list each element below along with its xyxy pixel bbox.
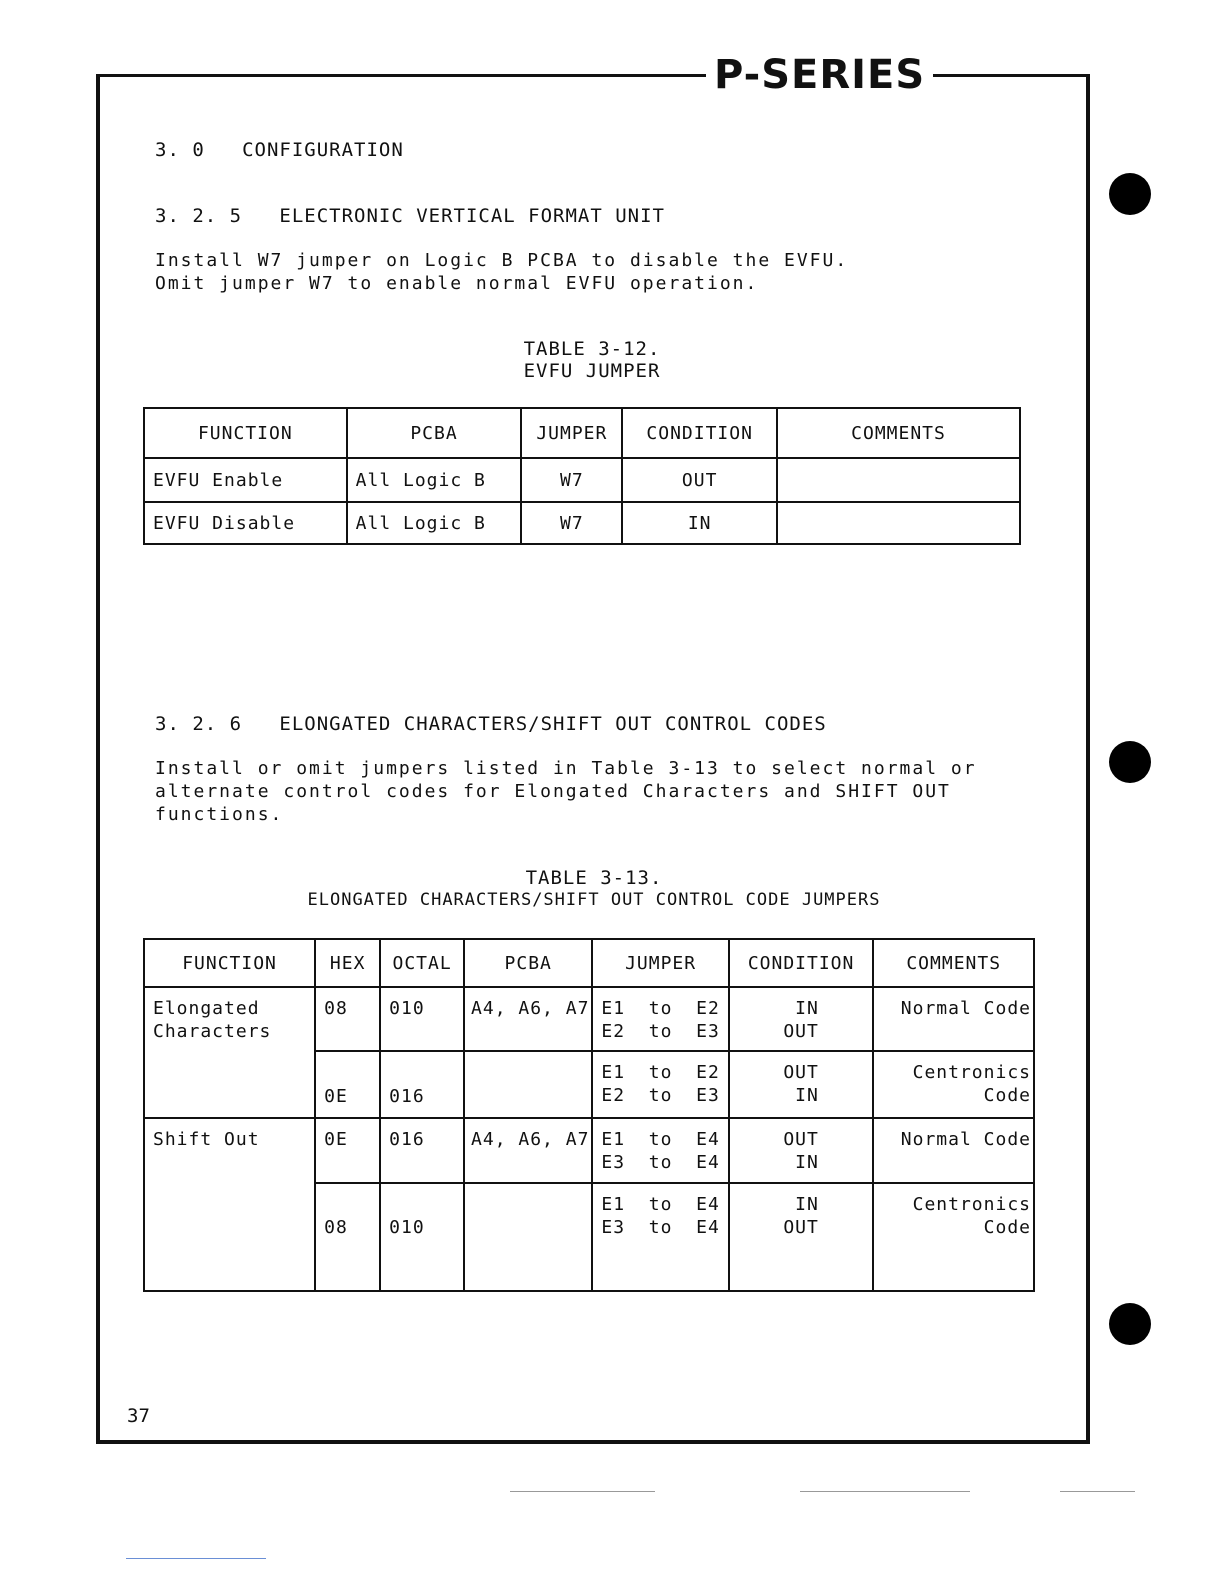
section-3-2-6-line-2: alternate control codes for Elongated Characters and SHIFT OUT bbox=[155, 781, 951, 802]
cell-comments: Normal Code bbox=[873, 987, 1034, 1051]
cell-jumper: E1 to E2 E2 to E3 bbox=[592, 1051, 728, 1118]
binder-hole-bottom bbox=[1109, 1303, 1151, 1345]
cell-pcba bbox=[464, 1183, 592, 1291]
table-row bbox=[144, 458, 1020, 502]
cell-function: Shift Out bbox=[144, 1118, 315, 1291]
section-3-2-5-heading: 3. 2. 5 ELECTRONIC VERTICAL FORMAT UNIT bbox=[155, 205, 665, 227]
cell-condition: IN OUT bbox=[729, 987, 874, 1051]
header-comments: COMMENTS bbox=[873, 939, 1034, 987]
section-3-2-6-heading: 3. 2. 6 ELONGATED CHARACTERS/SHIFT OUT CONTROL CODES bbox=[155, 713, 827, 735]
cell-pcba: All Logic B bbox=[347, 458, 522, 502]
cell-octal: 010 bbox=[380, 987, 464, 1051]
page-number: 37 bbox=[127, 1405, 150, 1427]
header-pcba: PCBA bbox=[347, 408, 522, 458]
cell-condition: IN OUT bbox=[729, 1183, 874, 1291]
table-row bbox=[144, 502, 1020, 544]
cell-comments: Centronics Code bbox=[873, 1183, 1034, 1291]
brand-title: P-SERIES bbox=[706, 52, 933, 98]
table-row bbox=[144, 987, 1034, 1051]
table-row bbox=[144, 1118, 1034, 1183]
table-3-12 bbox=[143, 407, 1021, 545]
header-condition: CONDITION bbox=[729, 939, 874, 987]
section-3-2-5-line-1: Install W7 jumper on Logic B PCBA to disable the EVFU. bbox=[155, 250, 849, 271]
cell-hex: 08 bbox=[315, 1183, 380, 1291]
binder-hole-middle bbox=[1109, 741, 1151, 783]
header-jumper: JUMPER bbox=[521, 408, 622, 458]
table-3-12-header-row bbox=[144, 408, 1020, 458]
table-3-13-header-row bbox=[144, 939, 1034, 987]
cell-pcba: A4, A6, A7 bbox=[464, 987, 592, 1051]
header-jumper: JUMPER bbox=[592, 939, 728, 987]
cell-jumper: E1 to E4 E3 to E4 bbox=[592, 1183, 728, 1291]
scan-artifact bbox=[510, 1491, 655, 1492]
section-title: 3. 0 CONFIGURATION bbox=[155, 139, 404, 161]
cell-hex: 0E bbox=[315, 1051, 380, 1118]
cell-comments bbox=[777, 502, 1020, 544]
binder-hole-top bbox=[1109, 173, 1151, 215]
section-3-2-6-line-3: functions. bbox=[155, 804, 284, 825]
table-3-13-title: ELONGATED CHARACTERS/SHIFT OUT CONTROL CODE JUMPERS bbox=[307, 890, 881, 910]
cell-function: EVFU Disable bbox=[144, 502, 347, 544]
table-3-13-caption: TABLE 3-13. bbox=[525, 867, 663, 889]
cell-comments: Normal Code bbox=[873, 1118, 1034, 1183]
cell-condition: IN bbox=[622, 502, 777, 544]
cell-condition: OUT IN bbox=[729, 1118, 874, 1183]
table-3-12-title: EVFU JUMPER bbox=[523, 360, 661, 382]
cell-jumper: E1 to E4 E3 to E4 bbox=[592, 1118, 728, 1183]
cell-condition: OUT bbox=[622, 458, 777, 502]
header-function: FUNCTION bbox=[144, 408, 347, 458]
section-3-2-6-line-1: Install or omit jumpers listed in Table 3-13 to select normal or bbox=[155, 758, 977, 779]
table-3-12-caption: TABLE 3-12. bbox=[523, 338, 661, 360]
header-hex: HEX bbox=[315, 939, 380, 987]
cell-jumper: W7 bbox=[521, 458, 622, 502]
header-pcba: PCBA bbox=[464, 939, 592, 987]
cell-pcba: A4, A6, A7 bbox=[464, 1118, 592, 1183]
cell-octal: 016 bbox=[380, 1118, 464, 1183]
table-3-13 bbox=[143, 938, 1035, 1292]
cell-function: Elongated Characters bbox=[144, 987, 315, 1118]
cell-jumper: E1 to E2 E2 to E3 bbox=[592, 987, 728, 1051]
cell-hex: 0E bbox=[315, 1118, 380, 1183]
cell-condition: OUT IN bbox=[729, 1051, 874, 1118]
footer-rule bbox=[126, 1558, 266, 1559]
cell-function: EVFU Enable bbox=[144, 458, 347, 502]
header-condition: CONDITION bbox=[622, 408, 777, 458]
section-3-2-5-line-2: Omit jumper W7 to enable normal EVFU operation. bbox=[155, 273, 759, 294]
cell-pcba: All Logic B bbox=[347, 502, 522, 544]
header-octal: OCTAL bbox=[380, 939, 464, 987]
cell-pcba bbox=[464, 1051, 592, 1118]
cell-jumper: W7 bbox=[521, 502, 622, 544]
cell-hex: 08 bbox=[315, 987, 380, 1051]
cell-octal: 016 bbox=[380, 1051, 464, 1118]
scan-artifact bbox=[1060, 1491, 1135, 1492]
cell-comments: Centronics Code bbox=[873, 1051, 1034, 1118]
scan-artifact bbox=[800, 1491, 970, 1492]
header-comments: COMMENTS bbox=[777, 408, 1020, 458]
cell-comments bbox=[777, 458, 1020, 502]
cell-octal: 010 bbox=[380, 1183, 464, 1291]
header-function: FUNCTION bbox=[144, 939, 315, 987]
